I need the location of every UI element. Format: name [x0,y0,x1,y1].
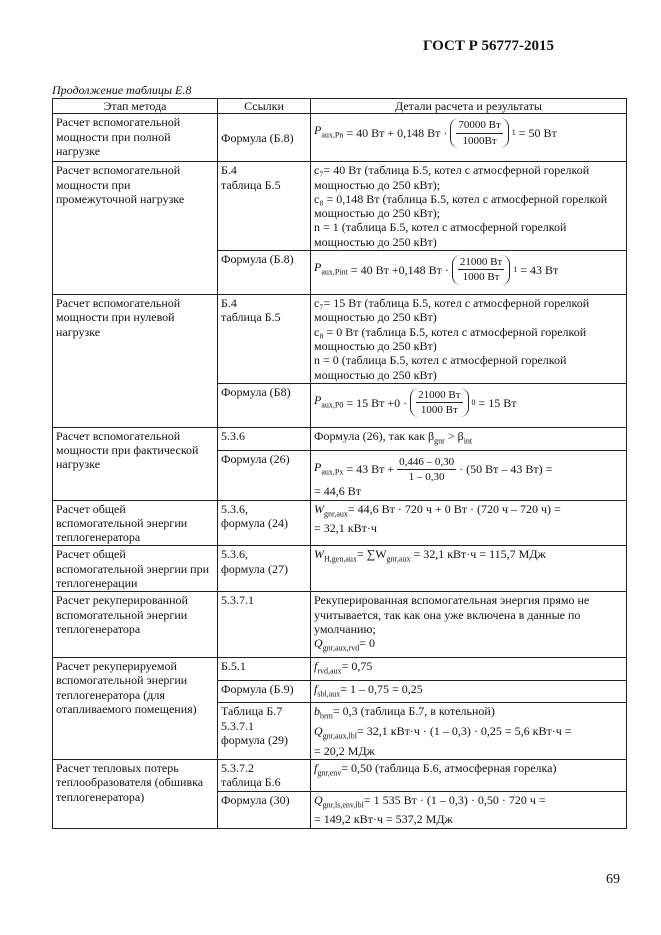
details-cell: Формула (26), так как $\beta_{gnr} > \beta_{int}$ [311,427,627,450]
ref-cell: Таблица Б.7 5.3.7.1 формула (29) [218,703,311,760]
details-cell: $W_{H,gen,aux}= \sum W_{gnr,aux} = 32,1$ кВт·ч = 115,7 МДж [311,546,627,592]
table-row [53,500,627,546]
table-row [53,657,627,680]
ref-cell: Формула (Б.8) [218,251,311,295]
column-header-refs: Ссылки [218,99,311,114]
details-cell: Рекуперированная вспомогательная энергия прямо не учитывается, так как она уже включена в данные по умолчанию; $Q_{gnr,aux,rvd}= 0$ [311,592,627,658]
formula: $P_{aux,Px}$ = 43 Вт + $\frac{0,446 - 0,30}{1 - 0,30}$ · (50 Вт – 43 Вт) = [314,455,553,483]
step-cell: Расчет вспомогательной мощности при промежуточной нагрузке [53,162,218,295]
details-cell: $Q_{gnr,ls,env,lbl}= 1$ 535 Вт · (1 – 0,3) · 0,50 · 720 ч = = 149,2 кВт·ч = 537,2 МДж [311,791,627,828]
calculation-table [52,98,627,829]
details-cell: $b_{brm}= 0,3$ (таблица Б.7, в котельной) $Q_{gnr,aux,lbl}= 32,1$ кВт·ч · (1 – 0,3) · 0,25 = 5,6 кВт·ч = = 20,2 МДж [311,703,627,760]
ref-cell: 5.3.7.1 [218,592,311,658]
step-cell: Расчет вспомогательной мощности при фактической нагрузке [53,427,218,500]
table-caption: Продолжение таблицы Е.8 [52,83,192,97]
table-row [53,546,627,592]
page-number: 69 [606,872,620,887]
formula-continuation: = 44,6 Вт [314,484,362,499]
table-row [53,592,627,658]
column-header-step: Этап метода [53,99,218,114]
details-cell: c₇= 40 Вт (таблица Б.5, котел с атмосферной горелкой мощностью до 250 кВт); c₈ = 0,148 Вт (таблица Б.5, котел с атмосферной горелкой мощностью до 250 кВт); n = 1 (таблица Б.5, котел с атмосферной горелкой мощностью до 250 кВт) [311,162,627,251]
ref-cell: Б.4 таблица Б.5 [218,295,311,384]
ref-cell: 5.3.6, формула (27) [218,546,311,592]
table-row [53,759,627,791]
ref-cell: 5.3.6, формула (24) [218,500,311,546]
table-header-row [53,99,627,114]
step-cell: Расчет вспомогательной мощности при полной нагрузке [53,114,218,162]
document-standard-title: ГОСТ Р 56777-2015 [422,38,554,54]
formula: $P_{aux,Pn}$ = 40 Вт + 0,148 Вт · $\frac{70000 Вт}{1000Вт}$ 1 = 50 Вт [314,119,557,147]
details-cell: $f_{sbl,aux}= 1 - 0,75 = 0,25$ [311,680,627,703]
ref-cell: Формула (Б.8) [218,114,311,162]
ref-cell: Формула (Б8) [218,383,311,427]
table-row [53,162,627,251]
step-cell: Расчет общей вспомогательной энергии при теплогенерации [53,546,218,592]
ref-cell: Формула (Б.9) [218,680,311,703]
formula: $P_{aux,Pint}$ = 40 Вт +0,148 Вт · $\frac{21000 Вт}{1000 Вт}$ 1 = 43 Вт [314,256,559,284]
ref-cell: Формула (26) [218,450,311,500]
ref-cell: Б.4 таблица Б.5 [218,162,311,251]
table-row [53,295,627,384]
formula-cell [311,383,627,427]
ref-cell: Формула (30) [218,791,311,828]
details-cell: c₇= 15 Вт (таблица Б.5, котел с атмосферной горелкой мощностью до 250 кВт) c₈ = 0 Вт (таблица Б.5, котел с атмосферной горелкой мощностью до 250 кВт) n = 0 (таблица Б.5, котел с атмосферной горелкой мощностью до 250 кВт) [311,295,627,384]
details-cell: $f_{rvd,aux}= 0,75$ [311,657,627,680]
step-cell: Расчет общей вспомогательной энергии теплогенератора [53,500,218,546]
formula-cell [311,251,627,295]
details-cell: $f_{gnr,env}= 0,50$ (таблица Б.6, атмосферная горелка) [311,759,627,791]
details-cell: $W_{gnr,aux}= 44,6$ Вт · 720 ч + 0 Вт · (720 ч – 720 ч) = = 32,1 кВт·ч [311,500,627,546]
table-row [53,114,627,162]
column-header-details: Детали расчета и результаты [311,99,627,114]
step-cell: Расчет рекуперируемой вспомогательной энергии теплогенератора (для отапливаемого помещения) [53,657,218,759]
formula-cell [311,114,627,162]
step-cell: Расчет вспомогательной мощности при нулевой нагрузке [53,295,218,428]
ref-cell: Б.5.1 [218,657,311,680]
step-cell: Расчет тепловых потерь теплообразователя (обшивка теплогенератора) [53,759,218,828]
table-row [53,427,627,450]
ref-cell: 5.3.6 [218,427,311,450]
formula-cell [311,450,627,500]
step-cell: Расчет рекуперированной вспомогательной энергии теплогенератора [53,592,218,658]
formula: $P_{aux,P0}$ = 15 Вт +0 · $\frac{21000 Вт}{1000 Вт}$ 0 = 15 Вт [314,388,517,417]
ref-cell: 5.3.7.2 таблица Б.6 [218,759,311,791]
